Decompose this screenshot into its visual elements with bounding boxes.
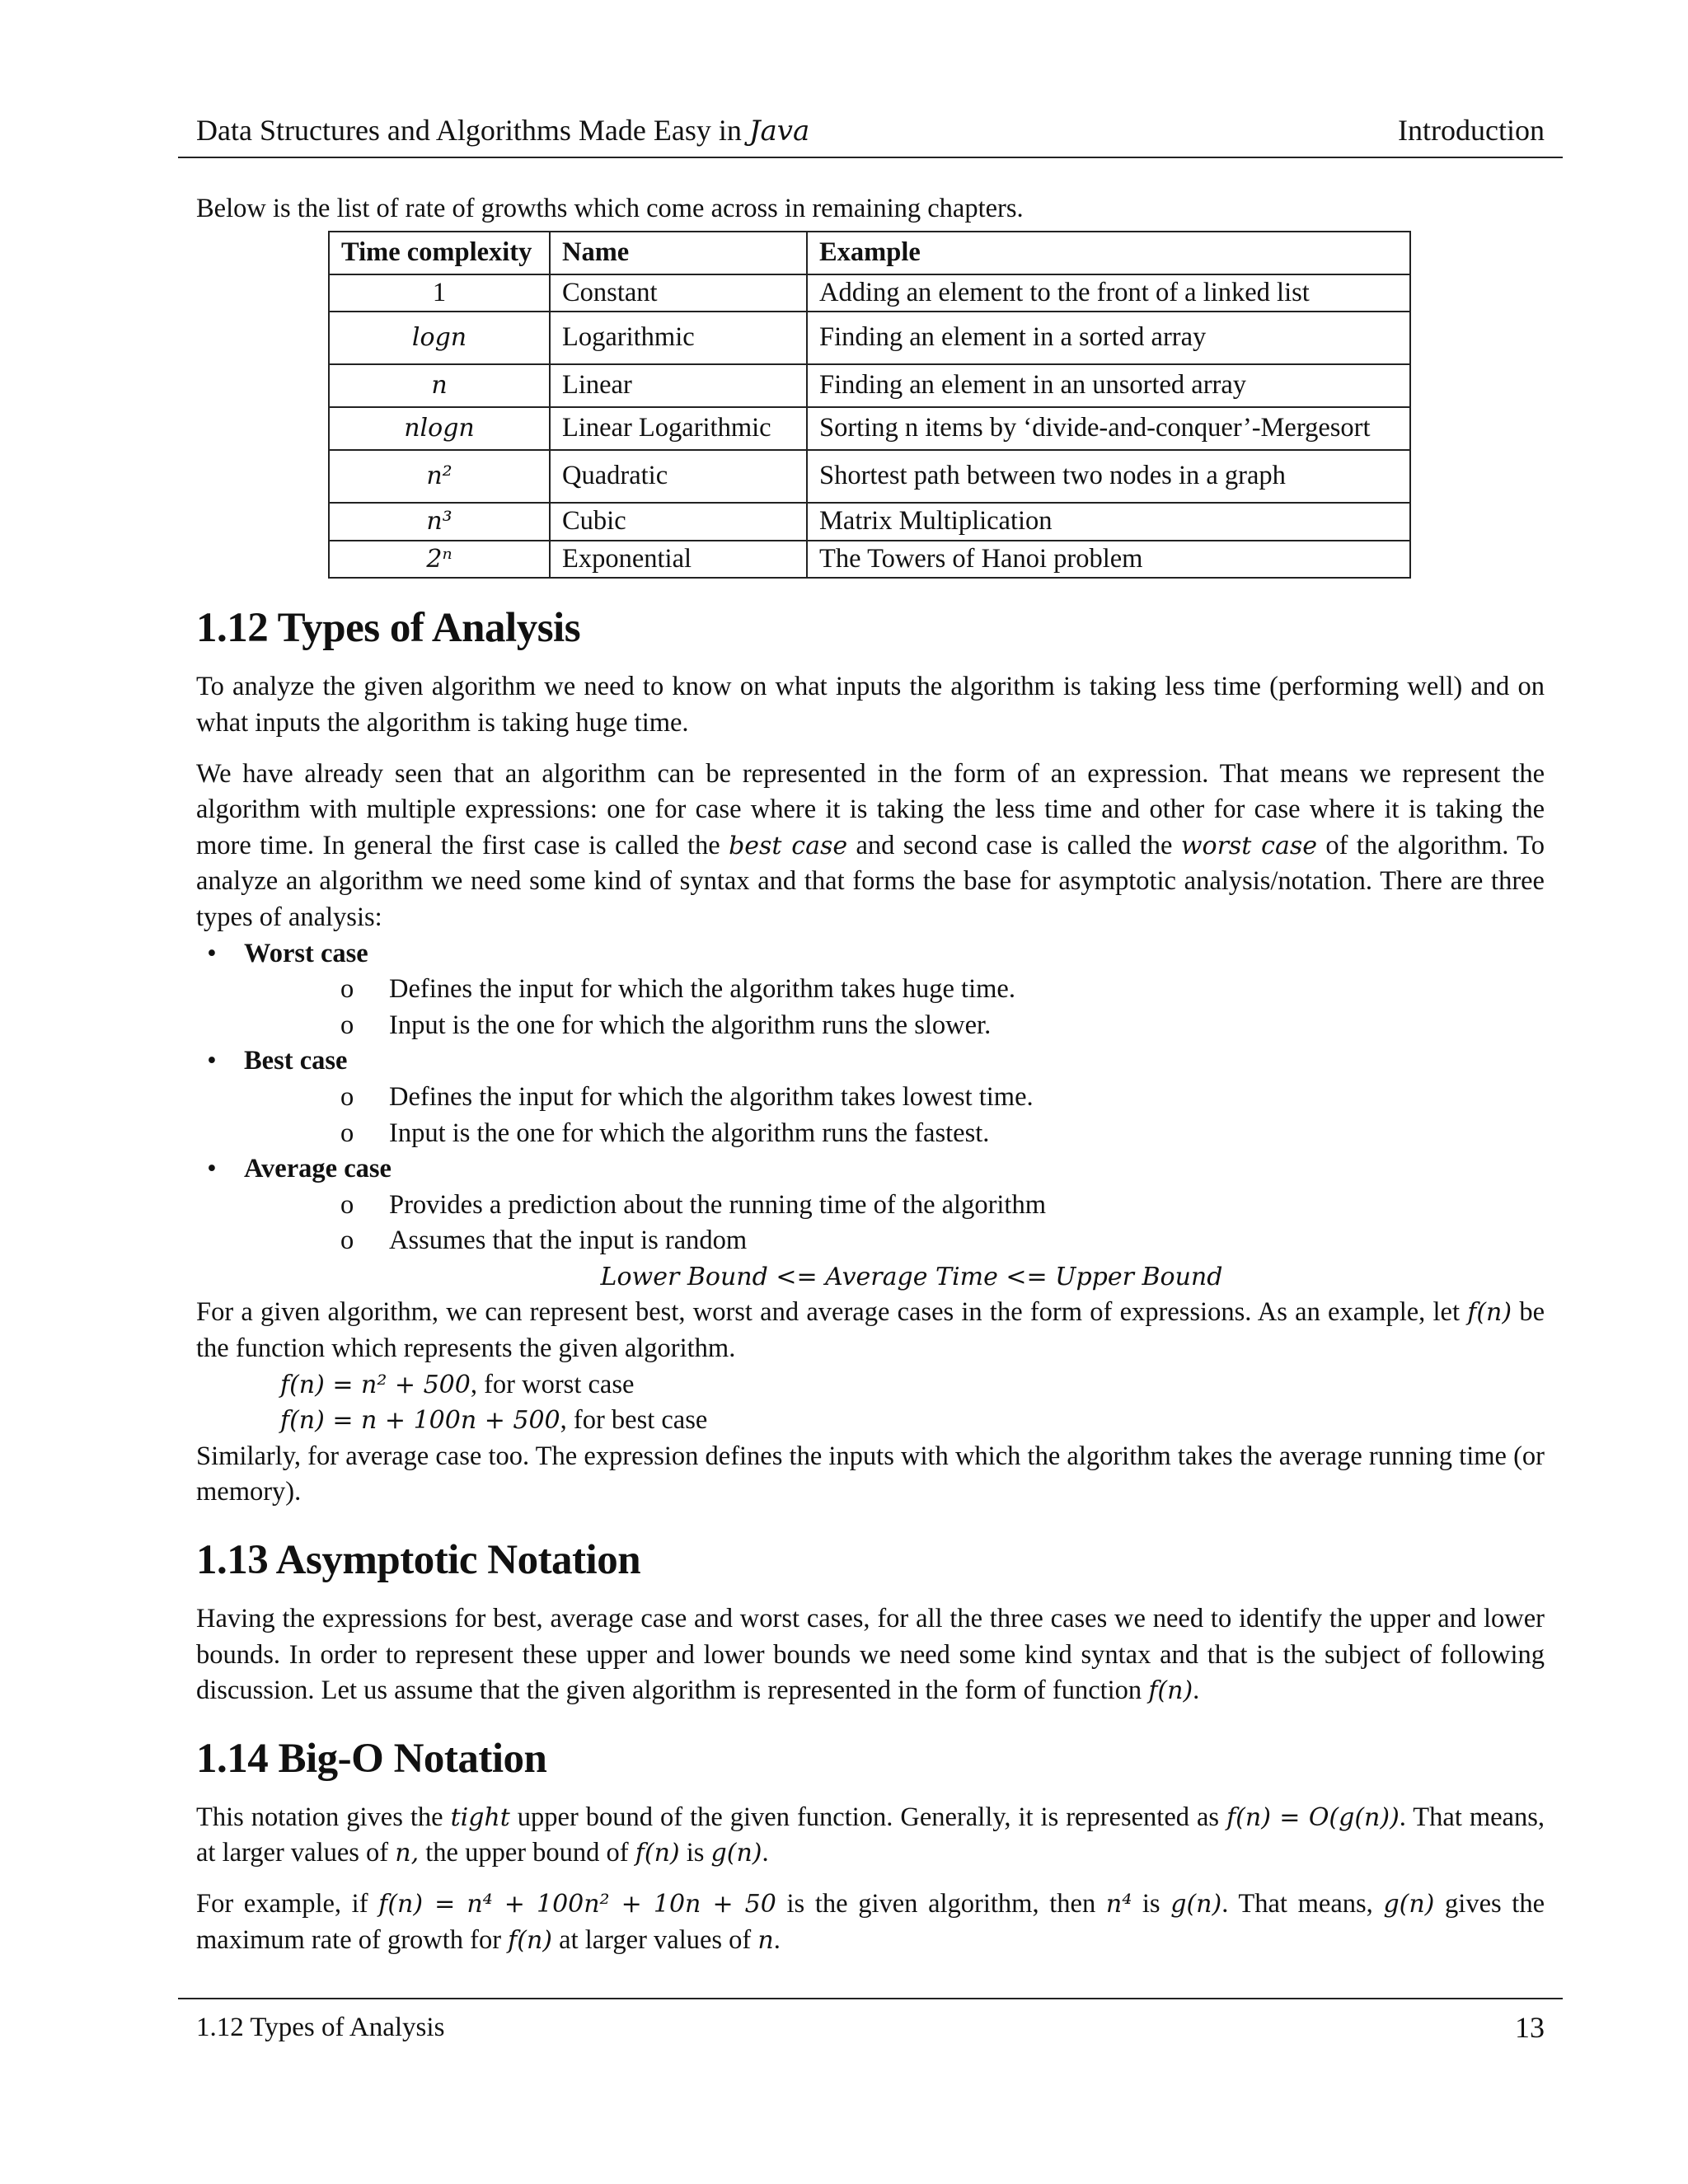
table-header-cell: Time complexity <box>329 232 550 274</box>
sub-list-item <box>244 1188 1545 1224</box>
text-run: of the algorithm. To analyze an algorithm we need some kind of syntax and that forms the base for asymptotic analysis/notation. There are three types of analysis: <box>196 830 1545 932</box>
text-run: . That means, <box>1221 1889 1384 1919</box>
term-worst-case: worst case <box>1180 831 1317 860</box>
case-title: Worst case <box>244 938 368 968</box>
spacer <box>196 1872 1545 1886</box>
bullet-icon: • <box>207 938 217 968</box>
name-cell: Logarithmic <box>550 312 807 364</box>
table-row <box>329 450 1410 503</box>
page-number: 13 <box>1515 2011 1545 2044</box>
chapter-title: Introduction <box>1398 114 1545 147</box>
paragraph: Similarly, for average case too. The expression defines the inputs with which the algorithm takes the average running time (or memory). <box>196 1441 1545 1507</box>
text-run: We have already seen that an algorithm can be represented in the form of an expression. That means we represent the algorithm with multiple expressions: one for case where it is taking the less time and other for case where it is taking the more time. In general the first case is called the <box>196 758 1545 860</box>
name-cell: Quadratic <box>550 450 807 503</box>
complexity-cell: n³ <box>329 503 550 541</box>
table-header-row <box>329 232 1410 274</box>
case-title: Best case <box>244 1046 348 1076</box>
sub-item-text: Defines the input for which the algorithm takes huge time. <box>389 974 1015 1005</box>
sub-item-text: Provides a prediction about the running time of the algorithm <box>389 1189 1046 1220</box>
table-row <box>329 407 1410 450</box>
circle-bullet-icon: o <box>340 1226 354 1256</box>
text-run: . <box>762 1838 769 1868</box>
math-n4: n⁴ <box>1105 1890 1132 1919</box>
table-header-cell: Example <box>807 232 1410 274</box>
running-header <box>196 105 1545 155</box>
equation-worst <box>196 1367 1545 1404</box>
bullet-icon: • <box>207 1154 217 1184</box>
header-rule <box>178 157 1563 158</box>
list-item <box>196 936 1545 1044</box>
text-run: , for best case <box>560 1405 708 1436</box>
circle-bullet-icon: o <box>340 1081 354 1112</box>
text-run: the upper bound of <box>419 1838 635 1868</box>
text-run: For a given algorithm, we can represent best, worst and average cases in the form of expressions. As an example, let <box>196 1297 1468 1328</box>
sub-item-text: Assumes that the input is random <box>389 1226 748 1256</box>
name-cell: Linear Logarithmic <box>550 407 807 450</box>
intro-line: Below is the list of rate of growths which come across in remaining chapters. <box>196 194 1024 223</box>
book-title-java: Java <box>748 115 810 148</box>
sub-list-item <box>244 1080 1545 1116</box>
name-cell: Linear <box>550 364 807 407</box>
text-run: . That means, at larger values of <box>196 1802 1545 1868</box>
sub-list <box>244 972 1545 1043</box>
growth-rate-table <box>328 231 1411 579</box>
math-gn: g(n) <box>710 1839 762 1868</box>
paragraph <box>196 1886 1545 1958</box>
footer-rule <box>178 1998 1563 1999</box>
paragraph <box>196 1800 1545 1872</box>
example-cell: Shortest path between two nodes in a graph <box>807 450 1410 503</box>
name-cell: Cubic <box>550 503 807 541</box>
circle-bullet-icon: o <box>340 974 354 1005</box>
complexity-cell: 1 <box>329 274 550 312</box>
sub-list-item <box>244 972 1545 1008</box>
book-title <box>196 105 809 156</box>
example-cell: The Towers of Hanoi problem <box>807 541 1410 579</box>
footer-section: 1.12 Types of Analysis <box>196 2013 445 2042</box>
math-fn: f(n) <box>508 1925 553 1955</box>
math-gn: g(n) <box>1170 1890 1222 1919</box>
sub-item-text: Defines the input for which the algorithm takes lowest time. <box>389 1081 1034 1112</box>
table-row <box>329 541 1410 579</box>
sub-item-text: Input is the one for which the algorithm runs the slower. <box>389 1010 992 1040</box>
name-cell: Constant <box>550 274 807 312</box>
complexity-cell: n² <box>329 450 550 503</box>
section-heading-big-o-notation: 1.14 Big-O Notation <box>196 1735 547 1782</box>
name-cell: Exponential <box>550 541 807 579</box>
complexity-cell: 2ⁿ <box>329 541 550 579</box>
math-expr: f(n) = O(g(n)) <box>1226 1802 1400 1832</box>
circle-bullet-icon: o <box>340 1010 354 1040</box>
complexity-cell: nlogn <box>329 407 550 450</box>
circle-bullet-icon: o <box>340 1118 354 1148</box>
example-cell: Finding an element in a sorted array <box>807 312 1410 364</box>
text-run: For example, if <box>196 1889 379 1919</box>
math-n: n <box>757 1925 774 1955</box>
equation-best <box>196 1403 1545 1439</box>
text-run: upper bound of the given function. Generally, it is represented as <box>509 1802 1227 1832</box>
math-expr: f(n) = n² + 500 <box>280 1370 471 1399</box>
sub-list <box>244 1080 1545 1151</box>
case-title: Average case <box>244 1154 392 1184</box>
paragraph: To analyze the given algorithm we need to know on what inputs the algorithm is taking less time (performing well) and on what inputs the algorithm is taking huge time. <box>196 672 1545 738</box>
section-heading-asymptotic-notation: 1.13 Asymptotic Notation <box>196 1537 641 1584</box>
bullet-icon: • <box>207 1046 217 1076</box>
math-expr: f(n) = n⁴ + 100n² + 10n + 50 <box>378 1890 776 1919</box>
list-item <box>196 1151 1545 1259</box>
math-gn: g(n) <box>1383 1890 1435 1919</box>
math-fn: f(n) <box>1148 1676 1193 1706</box>
page-body <box>196 191 1545 1958</box>
table-row <box>329 364 1410 407</box>
text-run: , for worst case <box>470 1369 635 1399</box>
paragraph <box>196 1295 1545 1366</box>
text-run: be the function which represents the given algorithm. <box>196 1297 1545 1364</box>
bound-equation: Lower Bound <= Average Time <= Upper Bound <box>600 1262 1223 1291</box>
table-header-cell: Name <box>550 232 807 274</box>
math-expr: f(n) = n + 100n + 500 <box>280 1406 560 1436</box>
text-run: at larger values of <box>552 1924 758 1955</box>
circle-bullet-icon: o <box>340 1189 354 1220</box>
sub-list-item <box>244 1116 1545 1152</box>
sub-list-item <box>244 1008 1545 1044</box>
text-run: . <box>1193 1675 1200 1706</box>
paragraph <box>196 1601 1545 1709</box>
sub-item-text: Input is the one for which the algorithm runs the fastest. <box>389 1118 990 1148</box>
term-best-case: best case <box>729 831 848 860</box>
text-run: . <box>773 1924 781 1955</box>
example-cell: Finding an element in an unsorted array <box>807 364 1410 407</box>
section-heading-types-of-analysis: 1.12 Types of Analysis <box>196 605 581 652</box>
spacer <box>196 742 1545 757</box>
page-footer <box>196 2003 1545 2052</box>
sub-list-item <box>244 1223 1545 1259</box>
table-row <box>329 274 1410 312</box>
math-n: n, <box>395 1839 420 1868</box>
analysis-types-list <box>196 936 1545 1259</box>
complexity-cell: n <box>329 364 550 407</box>
math-fn: f(n) <box>1467 1298 1512 1328</box>
text-run: is <box>1132 1889 1171 1919</box>
book-title-text: Data Structures and Algorithms Made Easy in <box>196 114 749 147</box>
paragraph <box>196 757 1545 936</box>
table-row <box>329 312 1410 364</box>
list-item <box>196 1043 1545 1151</box>
text-run: Having the expressions for best, average case and worst cases, for all the three cases we need to identify the upper and lower bounds. In order to represent these upper and lower bounds we need some kind syntax and that is the subject of following discussion. Let us assume that the given algorithm is represented in the form of function <box>196 1604 1545 1706</box>
text-run: is the given algorithm, then <box>776 1889 1106 1919</box>
text-run: and second case is called the <box>847 830 1181 860</box>
term-tight: tight <box>450 1802 510 1832</box>
example-cell: Matrix Multiplication <box>807 503 1410 541</box>
complexity-cell: logn <box>329 312 550 364</box>
text-run: gives the maximum rate of growth for <box>196 1889 1545 1955</box>
example-cell: Adding an element to the front of a linked list <box>807 274 1410 312</box>
text-run: is <box>679 1838 711 1868</box>
table-row <box>329 503 1410 541</box>
sub-list <box>244 1188 1545 1259</box>
math-fn: f(n) <box>635 1839 680 1868</box>
text-run: This notation gives the <box>196 1802 451 1832</box>
example-cell: Sorting n items by ‘divide-and-conquer’-Mergesort <box>807 407 1410 450</box>
